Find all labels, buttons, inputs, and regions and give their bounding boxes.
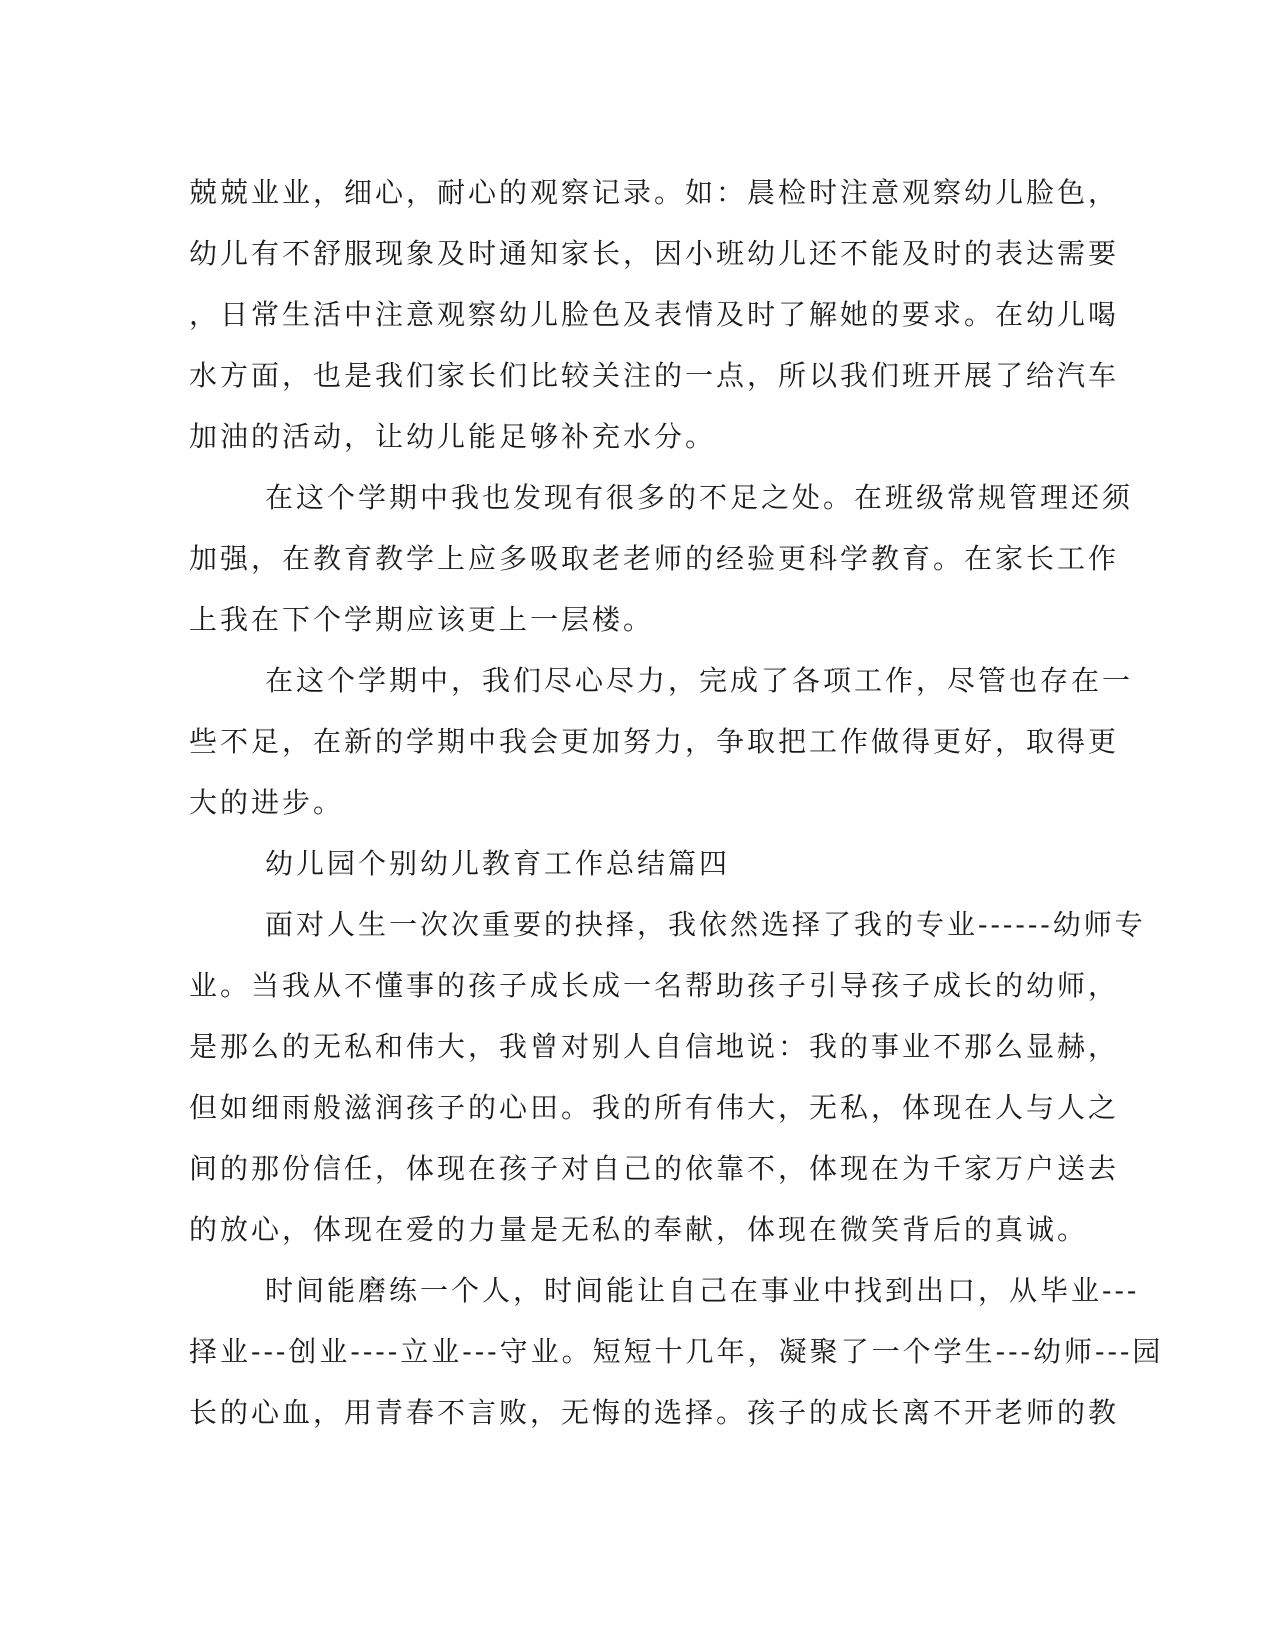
text-line: 上我在下个学期应该更上一层楼。	[189, 603, 655, 636]
text-line: 但如细雨般滋润孩子的心田。我的所有伟大，无私，体现在人与人之	[189, 1091, 1120, 1124]
text-line: 加油的活动，让幼儿能足够补充水分。	[189, 420, 717, 453]
text-line: 兢兢业业，细心，耐心的观察记录。如：晨检时注意观察幼儿脸色，	[189, 176, 1120, 209]
text-line: 幼儿有不舒服现象及时通知家长，因小班幼儿还不能及时的表达需要	[189, 237, 1120, 270]
text-line: 间的那份信任，体现在孩子对自己的依靠不，体现在为千家万户送去	[189, 1152, 1120, 1185]
section-heading: 幼儿园个别幼儿教育工作总结篇四	[265, 847, 731, 880]
text-line: 的放心，体现在爱的力量是无私的奉献，体现在微笑背后的真诚。	[189, 1213, 1089, 1246]
text-line: 是那么的无私和伟大，我曾对别人自信地说：我的事业不那么显赫，	[189, 1030, 1120, 1063]
paragraph-start-line: 在这个学期中，我们尽心尽力，完成了各项工作，尽管也存在一	[265, 664, 1134, 697]
text-line: 大的进步。	[189, 786, 345, 819]
paragraph-start-line: 面对人生一次次重要的抉择，我依然选择了我的专业------幼师专	[265, 908, 1146, 941]
text-line: 择业---创业----立业---守业。短短十几年，凝聚了一个学生---幼师---园	[189, 1335, 1164, 1368]
text-line: 水方面，也是我们家长们比较关注的一点，所以我们班开展了给汽车	[189, 359, 1120, 392]
document-body	[189, 162, 1164, 1443]
text-line: ，日常生活中注意观察幼儿脸色及表情及时了解她的要求。在幼儿喝	[189, 298, 1120, 331]
text-line: 业。当我从不懂事的孩子成长成一名帮助孩子引导孩子成长的幼师，	[189, 969, 1120, 1002]
text-line: 些不足，在新的学期中我会更加努力，争取把工作做得更好，取得更	[189, 725, 1120, 758]
text-line: 长的心血，用青春不言败，无悔的选择。孩子的成长离不开老师的教	[189, 1396, 1120, 1429]
text-line: 加强，在教育教学上应多吸取老老师的经验更科学教育。在家长工作	[189, 542, 1120, 575]
paragraph-start-line: 时间能磨练一个人，时间能让自己在事业中找到出口，从毕业---	[265, 1274, 1140, 1307]
paragraph-start-line: 在这个学期中我也发现有很多的不足之处。在班级常规管理还须	[265, 481, 1134, 514]
